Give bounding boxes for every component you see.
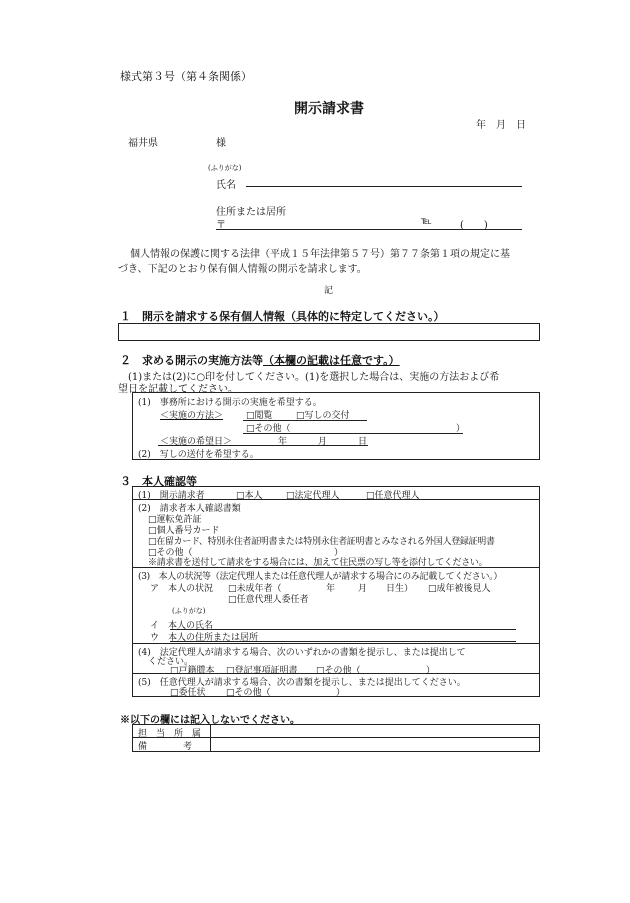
addressee-sama: 様: [216, 138, 226, 149]
principal-status-label: (3) 本人の状況等（法定代理人または任意代理人が請求する場合にのみ記載してください。）: [138, 572, 503, 582]
principal-address-field[interactable]: [170, 641, 516, 642]
method-label: ＜実施の方法＞: [160, 411, 224, 421]
principal-furigana: (ふりがな): [172, 607, 206, 615]
id-doc-other-checkbox[interactable]: □その他（: [148, 548, 193, 558]
applicant-address-field[interactable]: [216, 229, 522, 230]
id-docs-label: (2) 請求者本人確認書類: [138, 504, 241, 514]
principal-address-label: ウ 本人の住所または居所: [150, 633, 259, 643]
requester-legal-agent-checkbox[interactable]: □法定代理人: [286, 491, 340, 501]
legal-agent-other-close: ）: [426, 666, 436, 676]
principal-minor-checkbox[interactable]: □未成年者（: [228, 584, 282, 594]
section2-option-1[interactable]: (1) 事務所における開示の実施を希望する。: [138, 398, 322, 408]
id-doc-mynumber-checkbox[interactable]: □個人番号カード: [148, 526, 220, 536]
method-inspection-checkbox[interactable]: □閲覧: [246, 411, 273, 421]
voluntary-agent-other-checkbox[interactable]: □その他（: [226, 688, 271, 698]
section2-note-1: (1)または(2)に○印を付してください。(1)を選択した場合は、実施の方法および希: [128, 372, 500, 383]
applicant-address-label: 住所または居所: [216, 207, 286, 218]
voluntary-agent-other-close: ）: [336, 688, 346, 698]
power-of-attorney-checkbox[interactable]: □委任状: [170, 688, 206, 698]
office-remarks-label: 備 考: [138, 742, 193, 752]
office-dept-label: 担 当 所 属: [138, 729, 202, 739]
id-doc-license-checkbox[interactable]: □運転免許証: [148, 515, 202, 525]
date-wish-field[interactable]: [158, 445, 368, 446]
date-wish-month: 月: [318, 437, 328, 447]
section1-title: １ 開示を請求する保有個人情報（具体的に特定してください。）: [120, 310, 445, 323]
principal-birth-day: 日生）: [386, 584, 414, 594]
applicant-name-label: 氏名: [216, 180, 236, 191]
ki-marker: 記: [324, 286, 334, 296]
addressee-prefecture: 福井県: [128, 138, 158, 149]
section3-title: ３ 本人確認等: [120, 475, 197, 488]
method-other-close: ）: [456, 424, 466, 434]
requester-label: (1) 開示請求者: [138, 491, 205, 501]
principal-name-label: イ 本人の氏名: [150, 621, 214, 631]
id-doc-residence-card-checkbox[interactable]: □在留カード、特別永住者証明書または特別永住者証明書とみなされる外国人登録証明書: [148, 537, 495, 547]
date-line: 年 月 日: [476, 120, 526, 131]
principal-adult-ward-checkbox[interactable]: □成年被後見人: [428, 584, 491, 594]
section2-option-2[interactable]: (2) 写しの送付を希望する。: [138, 450, 259, 460]
id-doc-other-close: ）: [334, 548, 344, 558]
intro-line-2: づき、下記のとおり保有個人情報の開示を請求します。: [118, 264, 367, 275]
requester-self-checkbox[interactable]: □本人: [236, 491, 263, 501]
method-other-checkbox[interactable]: □その他（: [246, 424, 291, 434]
legal-agent-docs-line-1: (4) 法定代理人が請求する場合、次のいずれかの書類を提示し、または提出して: [138, 648, 466, 658]
section2-title-main: ２ 求める開示の実施方法等: [120, 354, 263, 367]
legal-agent-docs-line-2: ください。: [148, 657, 194, 667]
section3-divider-3: [132, 643, 540, 644]
section2-note-2: 望日を記載してください。: [118, 384, 238, 395]
tel-mark: ℡: [421, 216, 432, 227]
page-title: 開示請求書: [294, 101, 364, 117]
principal-voluntary-mandator-checkbox[interactable]: □任意代理人委任者: [228, 595, 309, 605]
tel-area-code: ( ): [460, 220, 488, 231]
principal-birth-year: 年: [326, 584, 336, 594]
form-number: 様式第３号（第４条関係）: [120, 70, 252, 83]
date-wish-label: ＜実施の希望日＞: [160, 437, 233, 447]
principal-status-a: ア 本人の状況: [150, 584, 214, 594]
date-wish-year: 年: [278, 437, 288, 447]
date-wish-day: 日: [358, 437, 368, 447]
office-use-col-divider: [210, 724, 211, 752]
method-other-field[interactable]: [243, 433, 463, 434]
section1-input-box[interactable]: [118, 323, 540, 341]
id-doc-mail-note: ※請求書を送付して請求をする場合には、加えて住民票の写し等を添付してください。: [148, 558, 488, 568]
family-register-checkbox[interactable]: □戸籍謄本: [170, 666, 215, 676]
section2-title-optional: （本欄の記載は任意です。）: [263, 354, 400, 367]
legal-agent-other-checkbox[interactable]: □その他（: [316, 666, 361, 676]
applicant-name-field[interactable]: [246, 186, 522, 187]
section2-title: [120, 352, 400, 368]
requester-voluntary-agent-checkbox[interactable]: □任意代理人: [366, 491, 420, 501]
method-copy-checkbox[interactable]: □写しの交付: [296, 411, 350, 421]
intro-line-1: 個人情報の保護に関する法律（平成１５年法律第５７号）第７７条第１項の規定に基: [130, 249, 510, 260]
applicant-furigana: (ふりがな): [208, 164, 242, 172]
postal-mark: 〒: [216, 220, 226, 231]
office-use-notice: ※以下の欄には記入しないでください。: [120, 715, 300, 726]
voluntary-agent-docs-line-1: (5) 任意代理人が請求する場合、次の書類を提示し、または提出してください。: [138, 678, 466, 688]
registry-certificate-checkbox[interactable]: □登記事項証明書: [226, 666, 298, 676]
principal-birth-month: 月: [358, 584, 368, 594]
